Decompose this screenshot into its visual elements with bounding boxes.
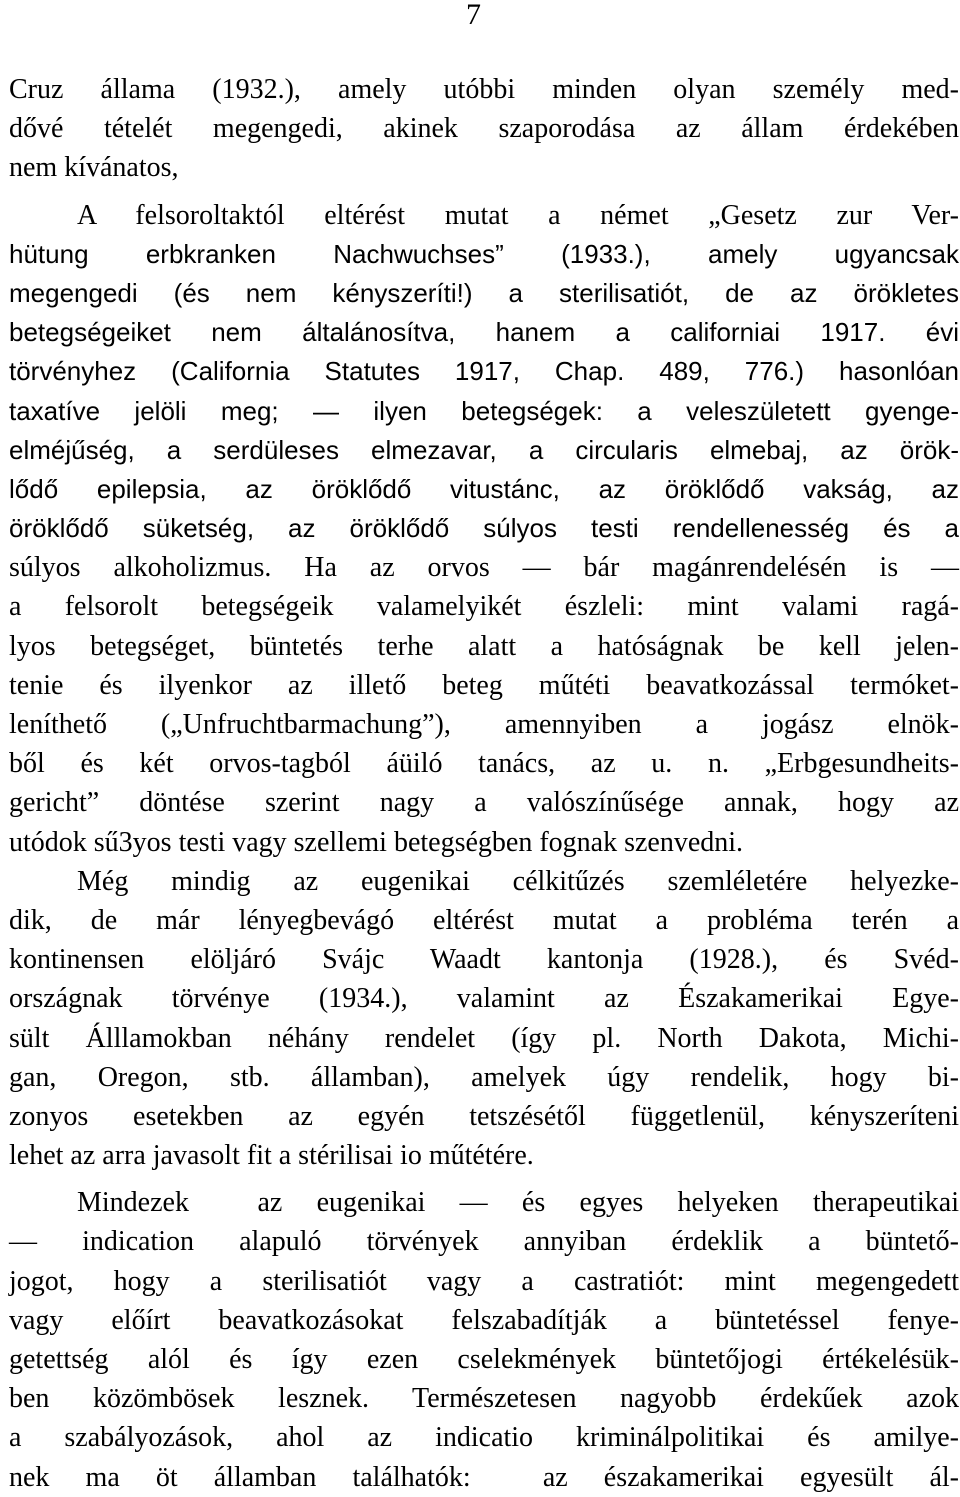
text-line: tenie és ilyenkor az illető beteg műtéti beavatkozással termóket- — [9, 669, 959, 701]
text-line: lehet az arra javasolt fit a stérilisai io műtétére. — [9, 1140, 534, 1172]
paragraph — [9, 862, 959, 1176]
text-line: kontinensen elöljáró Svájc Waadt kantonja (1928.), és Svéd- — [9, 944, 959, 976]
text-line: dik, de már lényegbevágó eltérést mutat a probléma terén a — [9, 904, 959, 936]
text-line: ben közömbösek lesznek. Természetesen nagyobb érdekűek azok — [9, 1383, 959, 1415]
text-line: törvényhez (California Statutes 1917, Chap. 489, 776.) hasonlóan — [9, 356, 959, 387]
body-text — [9, 70, 959, 1497]
text-line: utódok sű3yos testi vagy szellemi betegségben fognak szenvedni. — [9, 826, 744, 858]
text-line: gan, Oregon, stb. államban), amelyek úgy rendelik, hogy bi- — [9, 1061, 959, 1093]
text-line: betegségeiket nem általánosítva, hanem a californiai 1917. évi — [9, 317, 959, 348]
text-line: vagy előírt beavatkozásokat felszabadítják a büntetéssel fenye- — [9, 1304, 959, 1336]
text-line: taxatíve jelöli meg; — ilyen betegségek: a veleszületett gyenge- — [9, 395, 959, 426]
text-line: sült Álllamokban néhány rendelet (így pl. North Dakota, Michi- — [9, 1022, 959, 1054]
text-line: súlyos alkoholizmus. Ha az orvos — bár magánrendelésén is — — [9, 552, 959, 584]
paragraph — [9, 196, 959, 862]
text-line: öröklődő süketség, az öröklődő súlyos testi rendellenesség és a — [9, 513, 959, 544]
text-line: nem kívánatos, — [9, 152, 179, 184]
text-line: nek ma öt államban találhatók: az északamerikai egyesült ál- — [9, 1461, 959, 1493]
text-line: Cruz állama (1932.), amely utóbbi minden olyan személy med- — [9, 74, 959, 105]
text-line: A felsoroltaktól eltérést mutat a német „Gesetz zur Ver- — [77, 199, 959, 231]
paragraph — [9, 70, 959, 188]
page-number: 7 — [466, 0, 481, 31]
text-line: a felsorolt betegségeik valamelyikét észleli: mint valami ragá- — [9, 591, 959, 623]
text-line: jogot, hogy a sterilisatiót vagy a castratiót: mint megengedett — [9, 1265, 959, 1297]
text-line: hütung erbkranken Nachwuchses” (1933.), amely ugyancsak — [9, 238, 959, 269]
text-line: lyos betegséget, büntetés terhe alatt a hatóságnak be kell jelen- — [9, 630, 959, 662]
text-line: gericht” döntése szerint nagy a valószínűsége annak, hogy az — [9, 787, 959, 819]
text-line: dővé tételét megengedi, akinek szaporodása az állam érdekében — [9, 113, 959, 145]
text-line: zonyos esetekben az egyén tetszésétől függetlenül, kényszeríteni — [9, 1100, 959, 1132]
text-line: elméjűség, a serdüleses elmezavar, a circularis elmebaj, az örök- — [9, 434, 959, 465]
text-line: Még mindig az eugenikai célkitűzés szemléletére helyezke- — [77, 865, 959, 897]
text-line: lődő epilepsia, az öröklődő vitustánc, az öröklődő vakság, az — [9, 473, 959, 504]
text-line: megengedi (és nem kényszeríti!) a sterilisatiót, de az örökletes — [9, 277, 959, 308]
text-line: ből és két orvos-tagból áüiló tanács, az u. n. „Erbgesundheits- — [9, 748, 959, 780]
text-line: leníthető („Unfruchtbarmachung”), amennyiben a jogász elnök- — [9, 709, 959, 740]
text-line: országnak törvénye (1934.), valamint az Északamerikai Egye- — [9, 983, 959, 1015]
text-line: a szabályozások, ahol az indicatio kriminálpolitikai és amilye- — [9, 1422, 959, 1454]
text-line: getettség alól és így ezen cselekmények büntetőjogi értékelésük- — [9, 1344, 959, 1375]
text-line: — indication alapuló törvények annyiban érdeklik a büntető- — [9, 1226, 959, 1258]
paragraph — [9, 1183, 959, 1497]
text-line: Mindezek az eugenikai — és egyes helyeken therapeutikai — [77, 1187, 959, 1219]
